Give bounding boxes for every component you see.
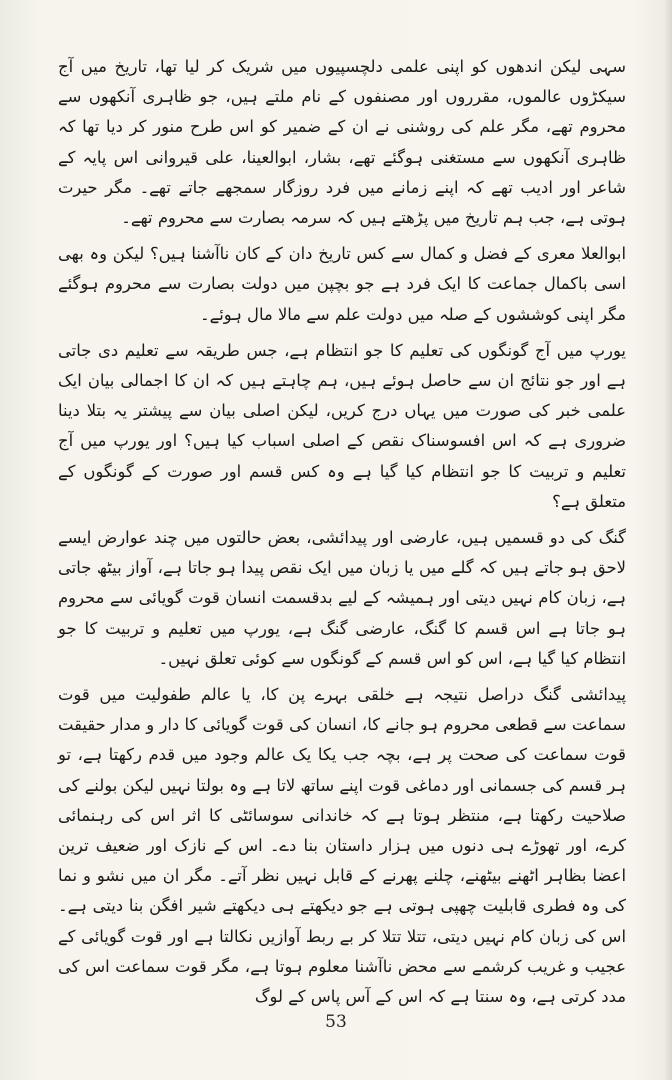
paragraph-3: یورپ میں آج گونگوں کی تعلیم کا جو انتظام ہے، جس طریقہ سے تعلیم دی جاتی ہے اور جو نتائج ان سے حاصل ہوئے ہیں، ہم چاہتے ہیں کہ ان کا اجمالی بیان ایک علمی خبر کی صورت میں یہاں درج کریں، لیکن اصلی بیان سے پیشتر یہ بتلا دینا ضروری ہے کہ اس افسوسناک نقص کے اصلی اسباب کیا ہیں؟ اور یورپ میں آج تعلیم و تربیت کا جو انتظام کیا گیا ہے وہ کس قسم اور صورت کے گونگوں کے متعلق ہے؟ — [58, 340, 626, 511]
paragraph-5: پیدائشی گنگ دراصل نتیجہ ہے خلقی بہرے پن کا، یا عالم طفولیت میں قوت سماعت سے قطعی محروم ہو جانے کا، انسان کی قوت گویائی کا دار و مدار حقیقت قوت سماعت کی صحت پر ہے، بچہ جب یکا یک عالم وجود میں قدم رکھتا ہے، تو ہر قسم کی جسمانی اور دماغی قوت اپنے ساتھ لاتا ہے وہ بولتا نہیں لیکن بولنے کی صلاحیت رکھتا ہے، منتظر ہوتا ہے کہ خاندانی سوسائٹی کا اثر اس کی رہنمائی کرے، اور تھوڑے ہی دنوں میں ہزار داستان بنا دے۔ اس کے نازک اور ضعیف ترین اعضا بظاہر اٹھنے بیٹھنے، چلنے پھرنے کے قابل نہیں نظر آتے۔ مگر ان میں نشو و نما کی وہ فطری قابلیت چھپی ہوتی ہے جو دیکھتے ہی دیکھتے شیر افگن بنا دیتی ہے۔ اس کی زبان کام نہیں دیتی، تتلا تتلا کر بے ربط آوازیں نکالتا ہے اور قوت گویائی کے عجیب و غریب کرشمے سے محض ناآشنا معلوم ہوتا ہے، مگر قوت سماعت اس کی مدد کرتی ہے، وہ سنتا ہے کہ اس کے آس پاس کے لوگ — [58, 685, 626, 1007]
paragraph-2: ابوالعلا معری کے فضل و کمال سے کس تاریخ دان کے کان ناآشنا ہیں؟ لیکن وہ بھی اسی باکمال جماعت کا ایک فرد ہے جو بچپن میں دولت بصارت سے محروم ہوگئے مگر اپنی کوششوں کے صلہ میں دولت علم سے مالا مال ہوئے۔ — [58, 244, 626, 324]
body-text — [58, 52, 626, 1012]
paragraph-4: گنگ کی دو قسمیں ہیں، عارضی اور پیدائشی، بعض حالتوں میں چند عوارض ایسے لاحق ہو جاتے ہیں کہ گلے میں یا زبان میں ایک نقص پیدا ہو جاتا ہے، آواز بیٹھ جاتی ہے، زبان کام نہیں دیتی اور ہمیشہ کے لیے بدقسمت انسان قوت گویائی سے محروم ہو جاتا ہے اس قسم کا گنگ، عارضی گنگ ہے، یورپ میں تعلیم و تربیت کا جو انتظام کیا گیا ہے، اس کو اس قسم کے گونگوں سے کوئی تعلق نہیں۔ — [58, 528, 626, 668]
page-edge-shadow — [664, 0, 672, 1080]
page-number: 53 — [325, 1012, 347, 1032]
paragraph-1: سہی لیکن اندھوں کو اپنی علمی دلچسپیوں میں شریک کر لیا تھا، تاریخ میں آج سیکڑوں عالموں، مقرروں اور مصنفوں کے نام ملتے ہیں، جو ظاہری آنکھوں سے محروم تھے، مگر علم کی روشنی نے ان کے ضمیر کو اس طرح منور کر دیا تھا کہ ظاہری آنکھوں سے مستغنی ہوگئے تھے، بشار، ابوالعینا، علی قیروانی اس پایہ کے شاعر اور ادیب تھے کہ اپنے زمانے میں فرد روزگار سمجھے جاتے تھے۔ مگر حیرت ہوتی ہے، جب ہم تاریخ میں پڑھتے ہیں کہ سرمہ بصارت سے محروم تھے۔ — [58, 57, 626, 228]
